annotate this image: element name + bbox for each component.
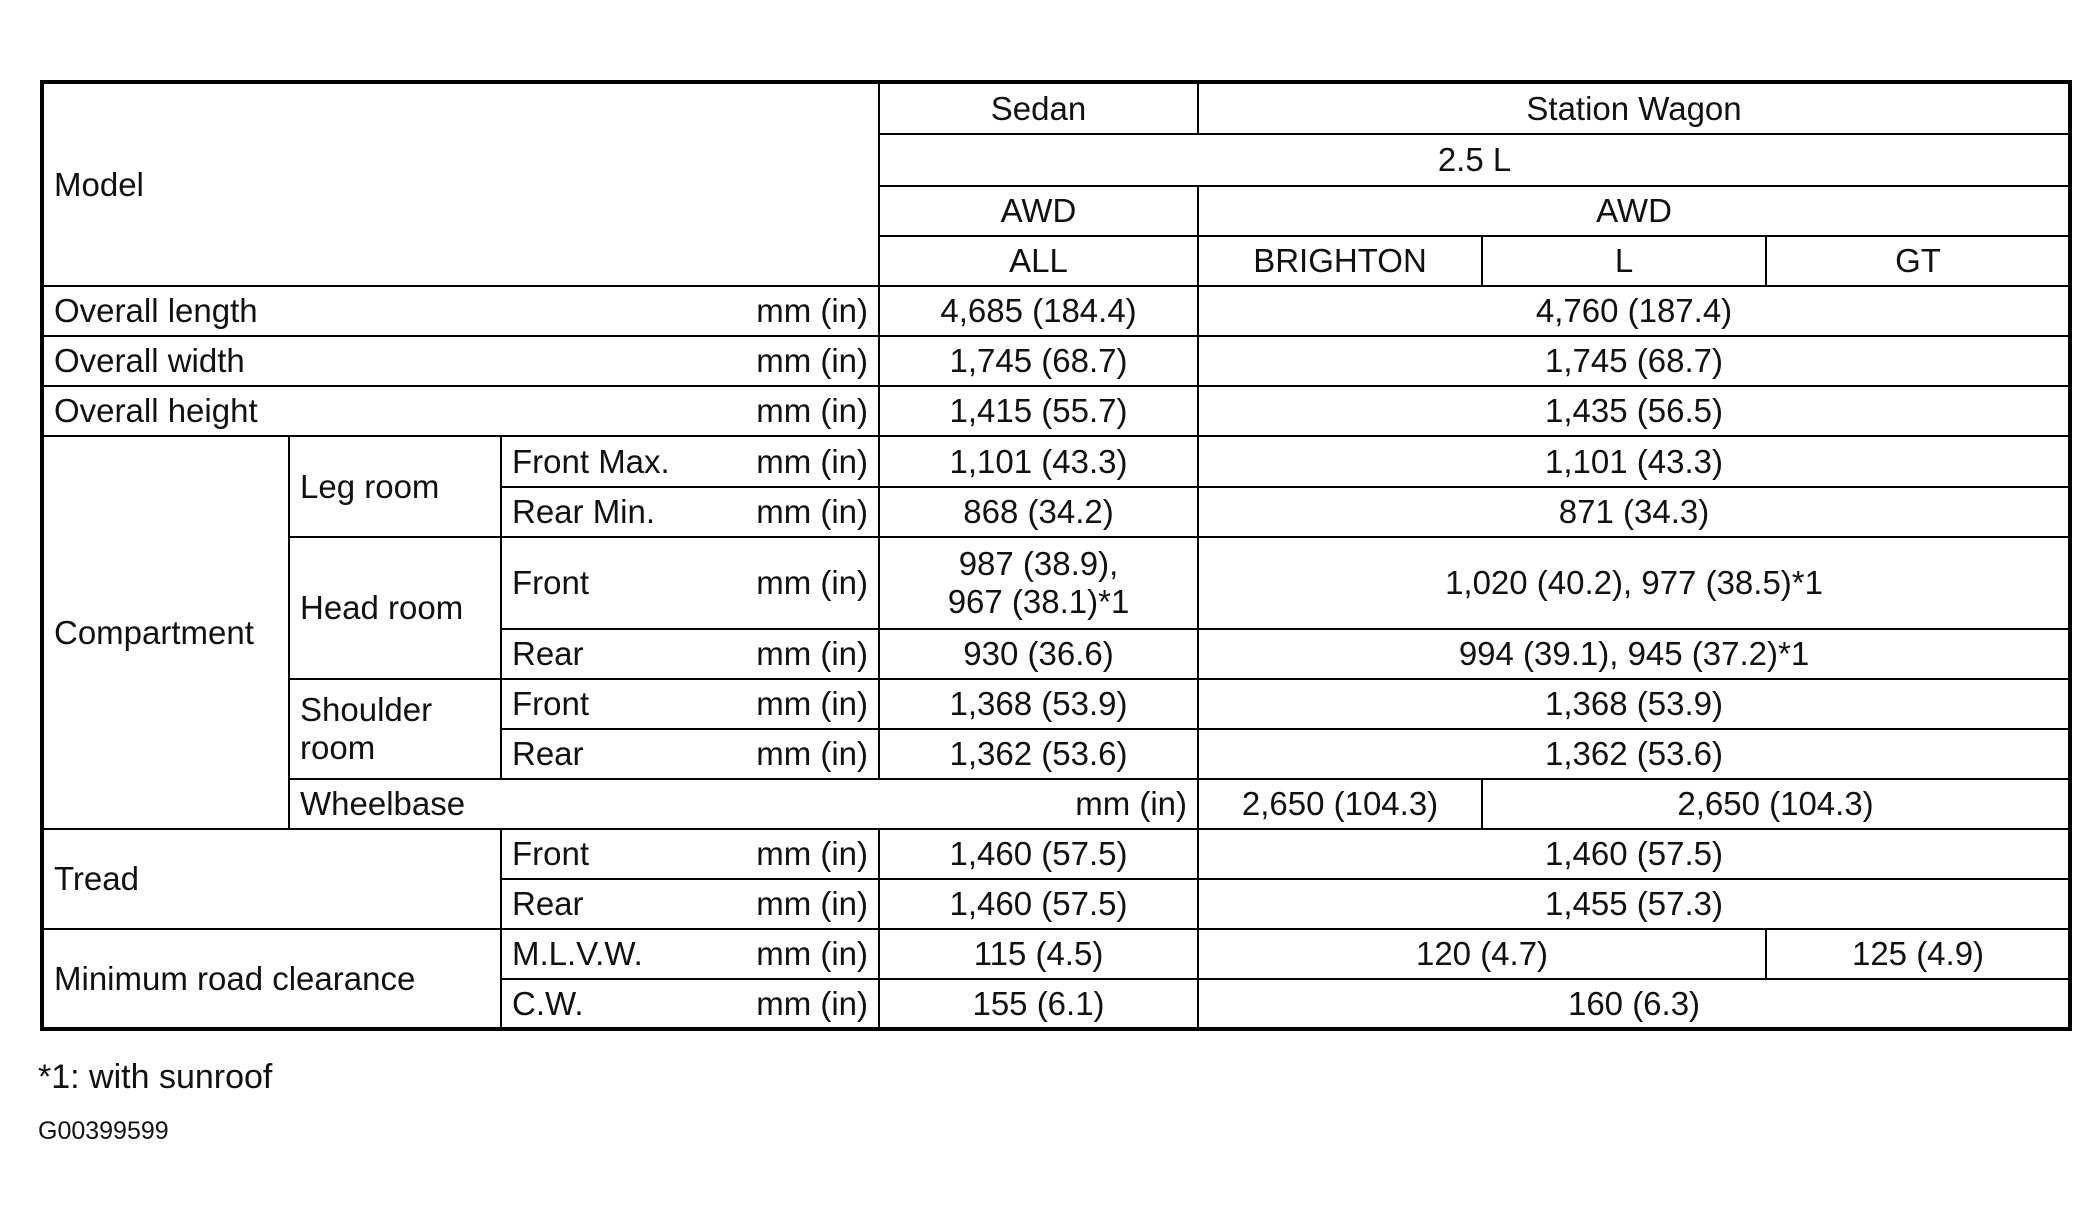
table-row [42, 336, 2070, 386]
leg-room-label: Leg room [289, 436, 501, 537]
wagon-value: 1,362 (53.6) [1198, 729, 2070, 779]
wagon-value: 994 (39.1), 945 (37.2)*1 [1198, 629, 2070, 679]
unit-label: mm (in) [879, 779, 1198, 829]
unit-label: mm (in) [741, 487, 879, 537]
shoulder-room-label [289, 679, 501, 779]
engine-header: 2.5 L [879, 134, 2070, 186]
wagon-value: 1,101 (43.3) [1198, 436, 2070, 487]
sub-label: Front [501, 829, 741, 879]
sedan-drive-header: AWD [879, 186, 1198, 236]
sedan-value: 1,362 (53.6) [879, 729, 1198, 779]
figure-id: G00399599 [38, 1117, 169, 1145]
wagon-value: 2,650 (104.3) [1482, 779, 2070, 829]
wagon-value: 1,455 (57.3) [1198, 879, 2070, 929]
unit-label: mm (in) [741, 979, 879, 1029]
table-row [42, 286, 2070, 336]
sedan-value: 868 (34.2) [879, 487, 1198, 537]
row-label: Overall length [42, 286, 741, 336]
sub-label: C.W. [501, 979, 741, 1029]
sedan-value [879, 537, 1198, 629]
sedan-value: 115 (4.5) [879, 929, 1198, 979]
table-row [42, 436, 2070, 487]
unit-label: mm (in) [741, 537, 879, 629]
sub-label: Rear [501, 729, 741, 779]
specifications-table [40, 80, 2072, 1031]
unit-label: mm (in) [741, 929, 879, 979]
sub-label: Rear [501, 879, 741, 929]
sedan-value: 1,460 (57.5) [879, 879, 1198, 929]
model-header: Model [42, 82, 879, 286]
sub-label: Front [501, 537, 741, 629]
sub-label: Rear [501, 629, 741, 679]
unit-label: mm (in) [741, 436, 879, 487]
table-row [42, 929, 2070, 979]
sedan-value: 1,101 (43.3) [879, 436, 1198, 487]
row-label: Overall height [42, 386, 741, 436]
unit-label: mm (in) [741, 286, 879, 336]
wagon-value: 1,435 (56.5) [1198, 386, 2070, 436]
sedan-grade-header: ALL [879, 236, 1198, 286]
unit-label: mm (in) [741, 679, 879, 729]
sub-label: Front Max. [501, 436, 741, 487]
sub-label: Rear Min. [501, 487, 741, 537]
row-label: Overall width [42, 336, 741, 386]
table-row [42, 386, 2070, 436]
unit-label: mm (in) [741, 336, 879, 386]
head-room-label: Head room [289, 537, 501, 679]
sedan-value: 930 (36.6) [879, 629, 1198, 679]
grade-brighton: BRIGHTON [1198, 236, 1482, 286]
shoulder-room-label-line1: Shoulder [300, 691, 433, 728]
sedan-value: 1,368 (53.9) [879, 679, 1198, 729]
unit-label: mm (in) [741, 829, 879, 879]
footnote: *1: with sunroof [38, 1058, 273, 1096]
sub-label: M.L.V.W. [501, 929, 741, 979]
wagon-value: 1,368 (53.9) [1198, 679, 2070, 729]
unit-label: mm (in) [741, 386, 879, 436]
wagon-value: 160 (6.3) [1198, 979, 2070, 1029]
sedan-value: 1,745 (68.7) [879, 336, 1198, 386]
table-row [42, 829, 2070, 879]
tread-label: Tread [42, 829, 501, 929]
sedan-value-line2: 967 (38.1)*1 [947, 583, 1130, 620]
shoulder-room-label-line2: room [300, 729, 376, 766]
sedan-value: 1,415 (55.7) [879, 386, 1198, 436]
wagon-value: 1,020 (40.2), 977 (38.5)*1 [1198, 537, 2070, 629]
compartment-label: Compartment [42, 436, 289, 829]
row-label: Wheelbase [289, 779, 879, 829]
sub-label: Front [501, 679, 741, 729]
sedan-value: 155 (6.1) [879, 979, 1198, 1029]
wagon-header: Station Wagon [1198, 82, 2070, 134]
wagon-value: 4,760 (187.4) [1198, 286, 2070, 336]
wagon-brighton-l-value: 120 (4.7) [1198, 929, 1766, 979]
sedan-value: 4,685 (184.4) [879, 286, 1198, 336]
clearance-label: Minimum road clearance [42, 929, 501, 1029]
sedan-value: 1,460 (57.5) [879, 829, 1198, 879]
wagon-value: 871 (34.3) [1198, 487, 2070, 537]
wagon-drive-header: AWD [1198, 186, 2070, 236]
unit-label: mm (in) [741, 879, 879, 929]
wagon-value: 1,460 (57.5) [1198, 829, 2070, 879]
grade-l: L [1482, 236, 1766, 286]
table-row [42, 779, 2070, 829]
wagon-gt-value: 125 (4.9) [1766, 929, 2070, 979]
grade-gt: GT [1766, 236, 2070, 286]
table-row [42, 537, 2070, 629]
sedan-value-line1: 987 (38.9), [958, 545, 1119, 582]
sedan-header: Sedan [879, 82, 1198, 134]
wagon-value: 1,745 (68.7) [1198, 336, 2070, 386]
sedan-value: 2,650 (104.3) [1198, 779, 1482, 829]
unit-label: mm (in) [741, 629, 879, 679]
unit-label: mm (in) [741, 729, 879, 779]
table-row [42, 679, 2070, 729]
